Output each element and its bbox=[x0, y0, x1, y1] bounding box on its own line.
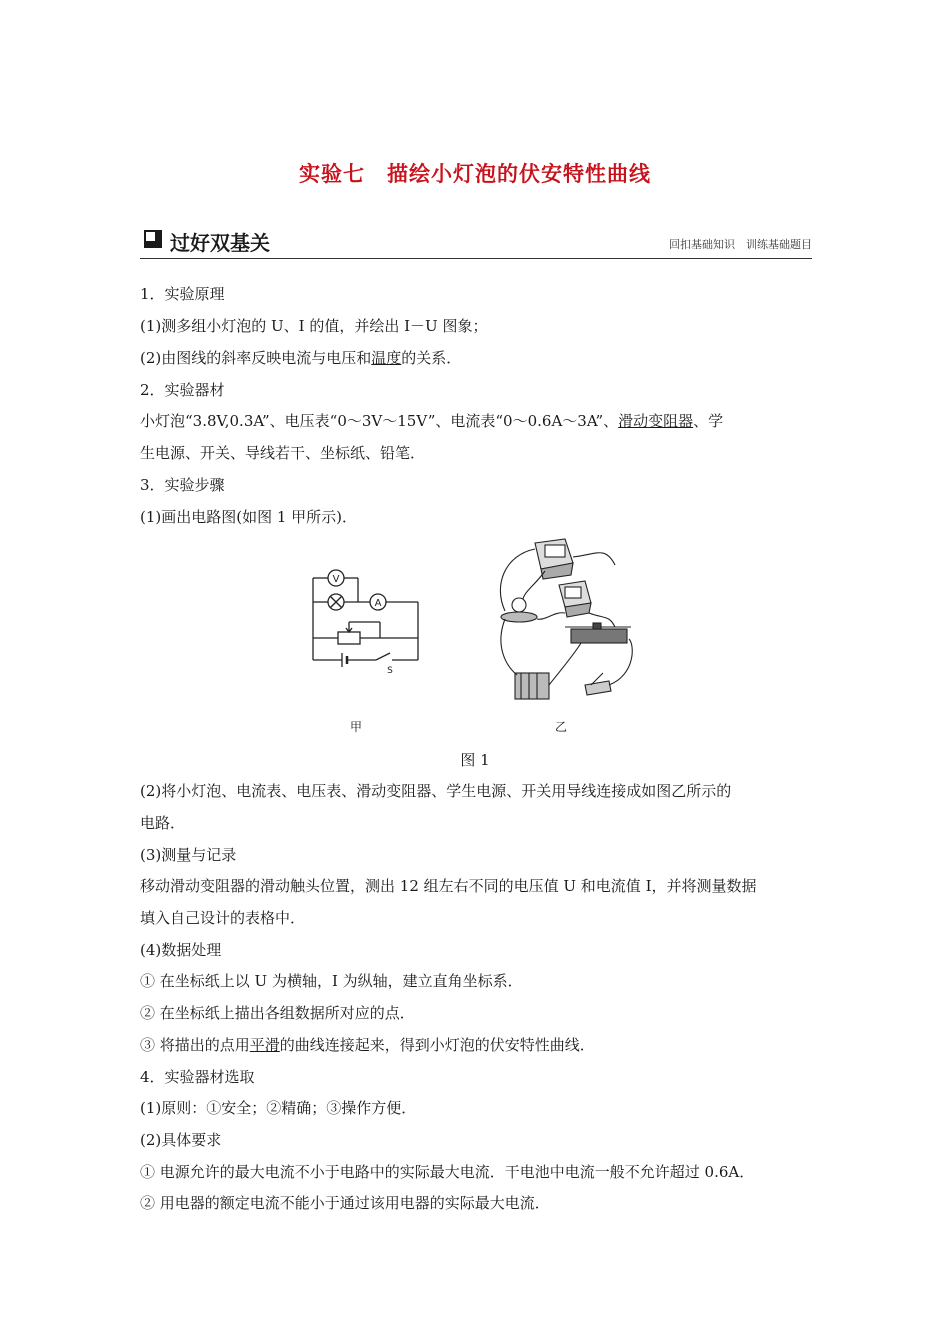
text-line: ① 电源允许的最大电流不小于电路中的实际最大电流．干电池中电流一般不允许超过 0.6A． bbox=[140, 1163, 755, 1181]
heading-principle: 1．实验原理 bbox=[140, 285, 225, 303]
text-line: (1)原则：①安全；②精确；③操作方便． bbox=[140, 1099, 417, 1117]
section-header bbox=[140, 224, 812, 259]
text-line: (4)数据处理 bbox=[140, 941, 222, 959]
text-line: (2)将小灯泡、电流表、电压表、滑动变阻器、学生电源、开关用导线连接成如图乙所示的 bbox=[140, 782, 732, 800]
apparatus-drawing-yi bbox=[485, 535, 645, 710]
text-line: 填入自己设计的表格中． bbox=[140, 909, 306, 927]
figure-label-jia: 甲 bbox=[350, 720, 363, 734]
circuit-diagram-jia bbox=[300, 560, 430, 676]
text-line: (2)由图线的斜率反映电流与电压和温度的关系． bbox=[140, 349, 462, 367]
heading-selection: 4．实验器材选取 bbox=[140, 1068, 255, 1086]
section-title: 过好双基关 bbox=[170, 231, 270, 255]
heading-steps: 3．实验步骤 bbox=[140, 476, 225, 494]
text-line: (1)测多组小灯泡的 U、I 的值，并绘出 I－U 图象； bbox=[140, 317, 488, 335]
section-square-icon bbox=[144, 230, 162, 248]
heading-equipment: 2．实验器材 bbox=[140, 381, 225, 399]
page-title: 实验七 描绘小灯泡的伏安特性曲线 bbox=[299, 162, 651, 186]
text-line: (3)测量与记录 bbox=[140, 846, 237, 864]
text-line: 电路． bbox=[140, 814, 186, 832]
voltmeter-label: V bbox=[332, 574, 340, 585]
ammeter-label: A bbox=[374, 598, 382, 609]
text-line: 小灯泡“3.8V,0.3A”、电压表“0～3V～15V”、电流表“0～0.6A～3A”、滑动变阻器、学 bbox=[140, 412, 724, 430]
underlined-term: 温度 bbox=[371, 349, 402, 367]
underlined-term: 滑动变阻器 bbox=[618, 412, 694, 430]
section-subtitle: 回扣基础知识 训练基础题目 bbox=[669, 238, 812, 251]
text-line: 生电源、开关、导线若干、坐标纸、铅笔． bbox=[140, 444, 426, 462]
figure-caption: 图 1 bbox=[460, 751, 490, 769]
text-line: ② 用电器的额定电流不能小于通过该用电器的实际最大电流． bbox=[140, 1194, 550, 1212]
text-line: (1)画出电路图(如图 1 甲所示)． bbox=[140, 508, 358, 526]
text-line: ② 在坐标纸上描出各组数据所对应的点． bbox=[140, 1004, 415, 1022]
text-line: ③ 将描出的点用平滑的曲线连接起来，得到小灯泡的伏安特性曲线． bbox=[140, 1036, 595, 1054]
figure-label-yi: 乙 bbox=[555, 720, 568, 734]
underlined-term: 平滑 bbox=[249, 1036, 280, 1054]
text-line: (2)具体要求 bbox=[140, 1131, 222, 1149]
text-line: ① 在坐标纸上以 U 为横轴，I 为纵轴，建立直角坐标系． bbox=[140, 972, 523, 990]
switch-label: S bbox=[387, 666, 393, 676]
text-line: 移动滑动变阻器的滑动触头位置，测出 12 组左右不同的电压值 U 和电流值 I，并将测量数据 bbox=[140, 877, 757, 895]
